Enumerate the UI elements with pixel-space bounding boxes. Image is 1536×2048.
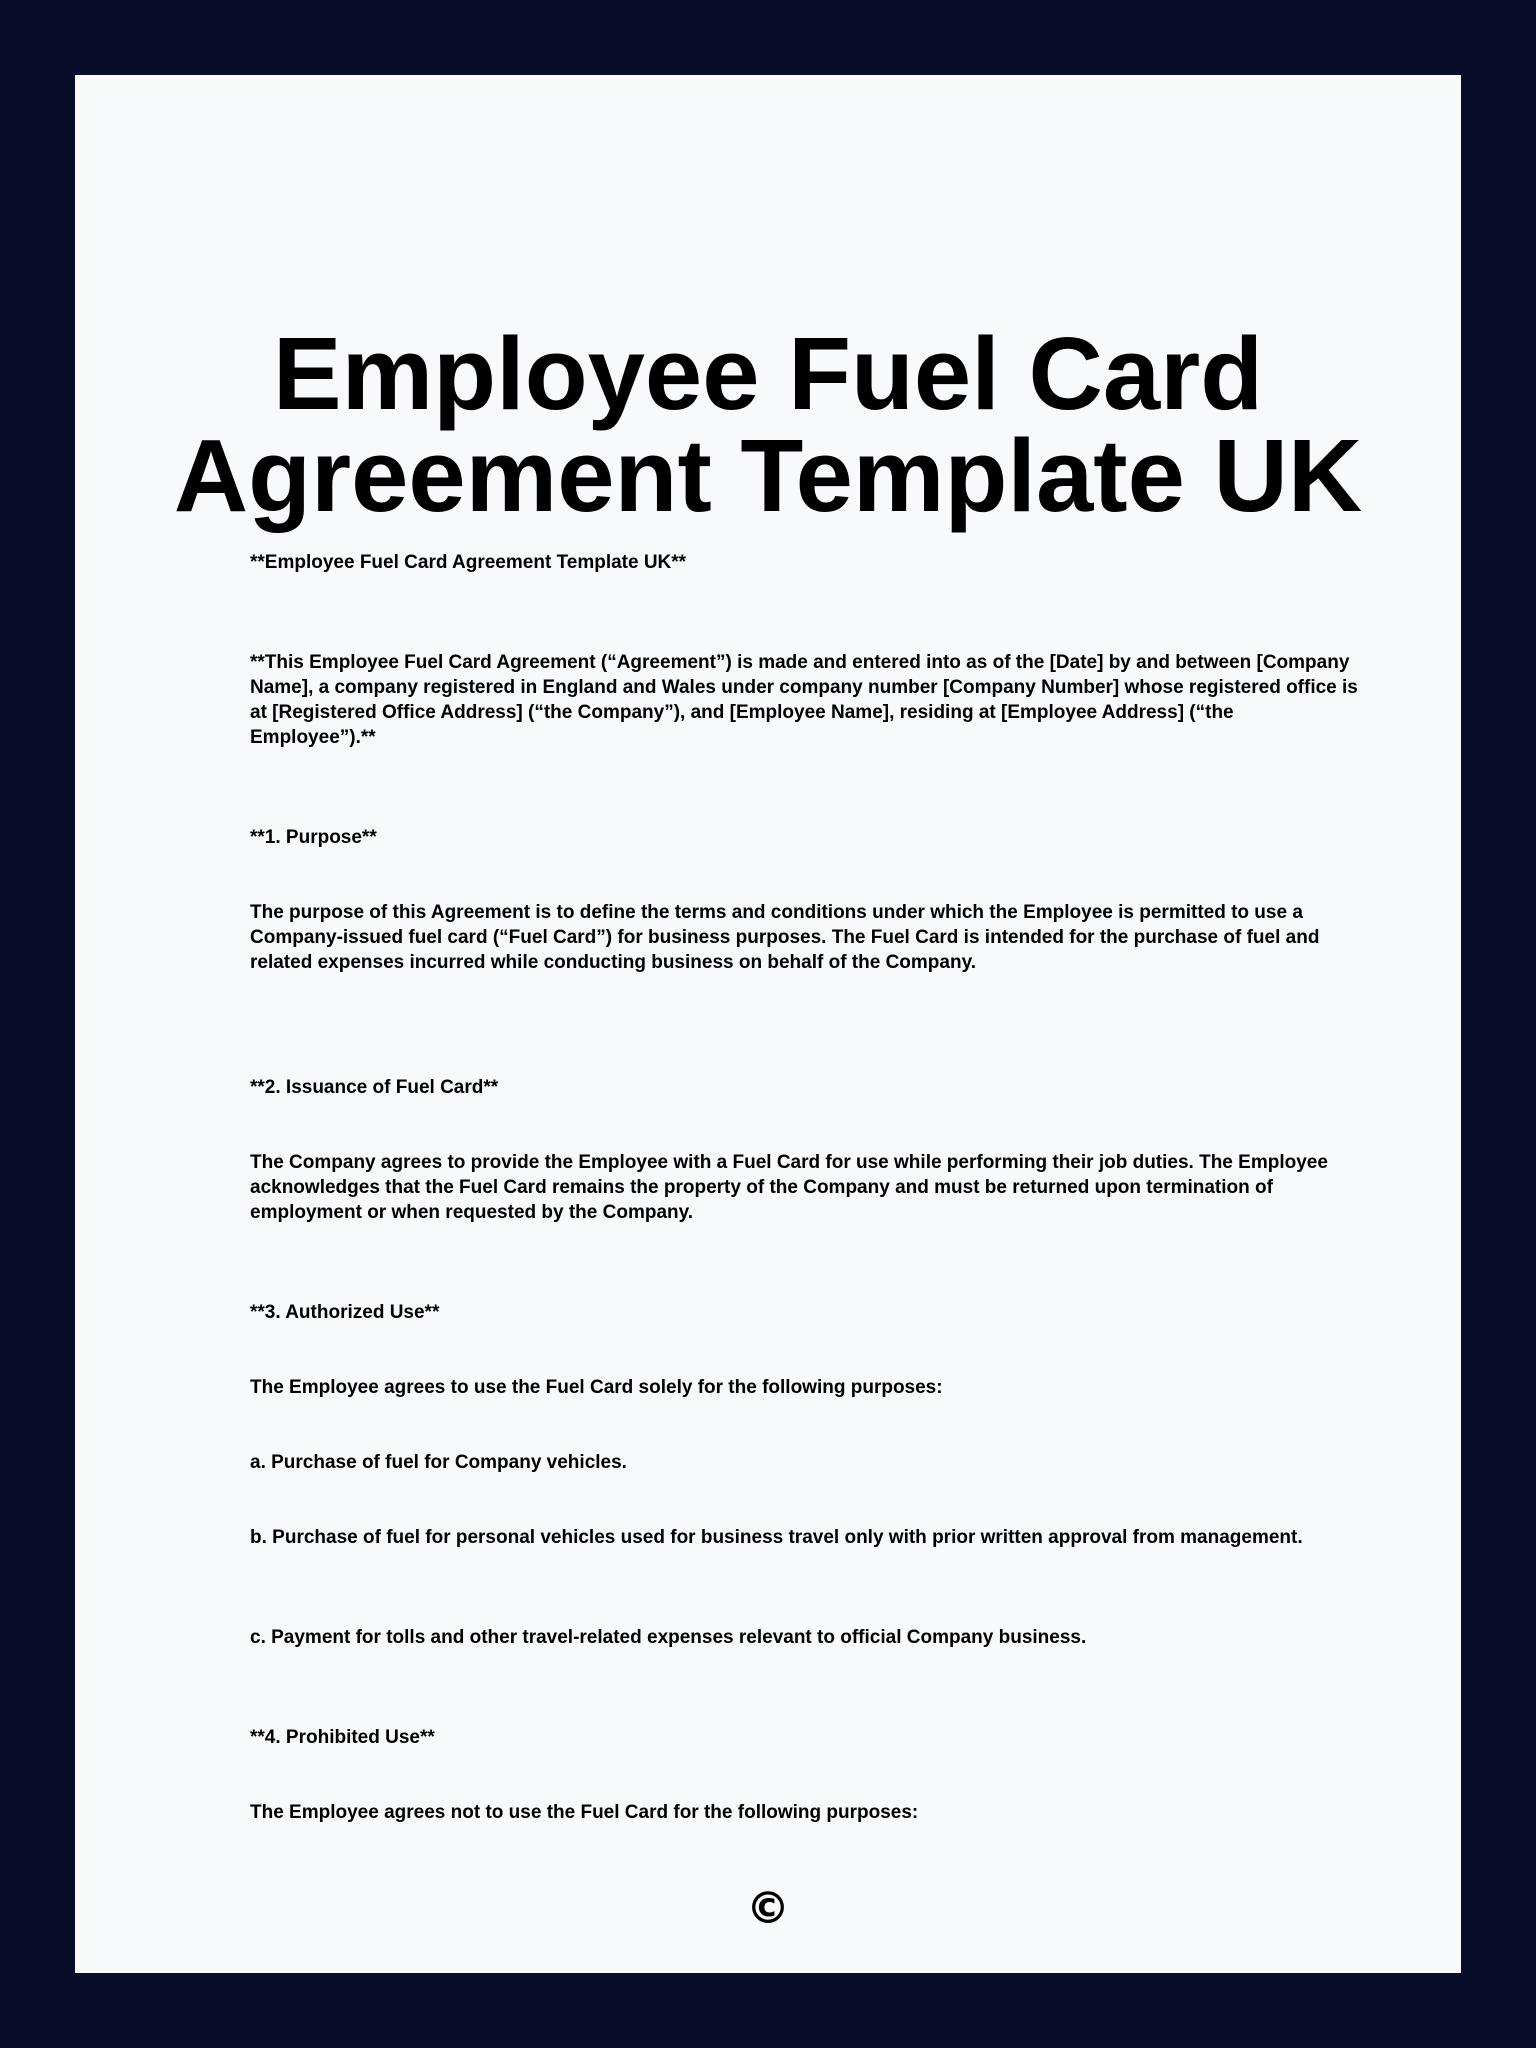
prohibited-use-intro: The Employee agrees not to use the Fuel Card for the following purposes:	[250, 1802, 919, 1823]
issuance-paragraph: The Company agrees to provide the Employee with a Fuel Card for use while performing their job duties. The Employee acknowledges that the Fuel Card remains the property of the Company and must be returned upon termination of employment or when requested by the Company.	[250, 1152, 1328, 1223]
document-heading: **Employee Fuel Card Agreement Template UK**	[250, 552, 687, 573]
section-heading-authorized-use: **3. Authorized Use**	[250, 1302, 440, 1323]
section-heading-issuance: **2. Issuance of Fuel Card**	[250, 1077, 499, 1098]
intro-paragraph: **This Employee Fuel Card Agreement (“Agreement”) is made and entered into as of the [Date] by and between [Company Name], a company registered in England and Wales under company number [Company Number] whose registered office is at [Registered Office Address] (“the Company”), and [Employee Name], residing at [Employee Address] (“the Employee”).**	[250, 652, 1358, 748]
authorized-use-item-a: a. Purchase of fuel for Company vehicles.	[250, 1452, 627, 1473]
purpose-paragraph: The purpose of this Agreement is to define the terms and conditions under which the Employee is permitted to use a Company-issued fuel card (“Fuel Card”) for business purposes. The Fuel Card is intended for the purchase of fuel and related expenses incurred while conducting business on behalf of the Company.	[250, 902, 1320, 973]
section-heading-prohibited-use: **4. Prohibited Use**	[250, 1727, 435, 1748]
document-page	[75, 75, 1461, 1973]
authorized-use-intro: The Employee agrees to use the Fuel Card solely for the following purposes:	[250, 1377, 943, 1398]
copyright-icon: ©	[746, 1883, 790, 1934]
title-line-1: Employee Fuel Card	[272, 316, 1264, 431]
section-heading-purpose: **1. Purpose**	[250, 827, 377, 848]
authorized-use-item-b: b. Purchase of fuel for personal vehicles used for business travel only with prior written approval from management.	[250, 1527, 1303, 1548]
document-title	[75, 316, 1461, 533]
authorized-use-item-c: c. Payment for tolls and other travel-related expenses relevant to official Company business.	[250, 1627, 1087, 1648]
title-line-2: Agreement Template UK	[173, 418, 1363, 533]
